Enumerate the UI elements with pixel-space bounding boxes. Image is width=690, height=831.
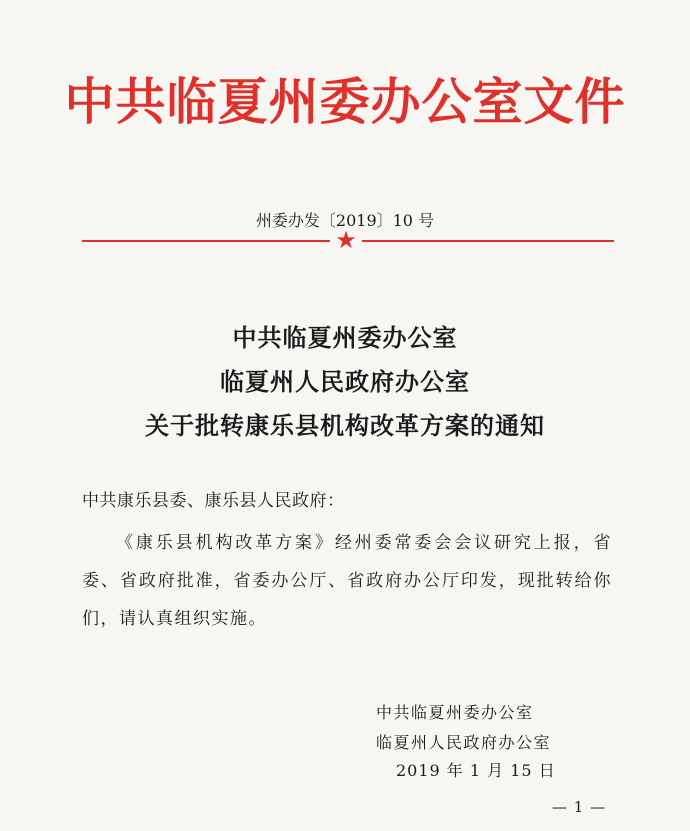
- signature-org-2: 临夏州人民政府办公室: [376, 733, 552, 752]
- red-divider-left: [82, 240, 330, 242]
- body-paragraph: 《康乐县机构改革方案》经州委常委会会议研究上报，省委、省政府批准，省委办公厅、省政府办公厅印发，现批转给你们，请认真组织实施。: [82, 533, 612, 629]
- document-header-title: 中共临夏州委办公室文件: [64, 73, 626, 131]
- red-divider-right: [362, 240, 614, 242]
- title-line-3: 关于批转康乐县机构改革方案的通知: [145, 412, 545, 440]
- title-line-1: 中共临夏州委办公室: [232, 324, 458, 352]
- document-number: 州委办发〔2019〕10 号: [255, 211, 435, 230]
- signature-org-1: 中共临夏州委办公室: [376, 703, 534, 722]
- addressee: 中共康乐县委、康乐县人民政府：: [82, 491, 345, 511]
- star-icon: ★: [335, 226, 357, 254]
- page-number: — 1 —: [552, 798, 607, 816]
- signature-date: 2019 年 1 月 15 日: [396, 761, 556, 780]
- title-line-2: 临夏州人民政府办公室: [220, 368, 470, 396]
